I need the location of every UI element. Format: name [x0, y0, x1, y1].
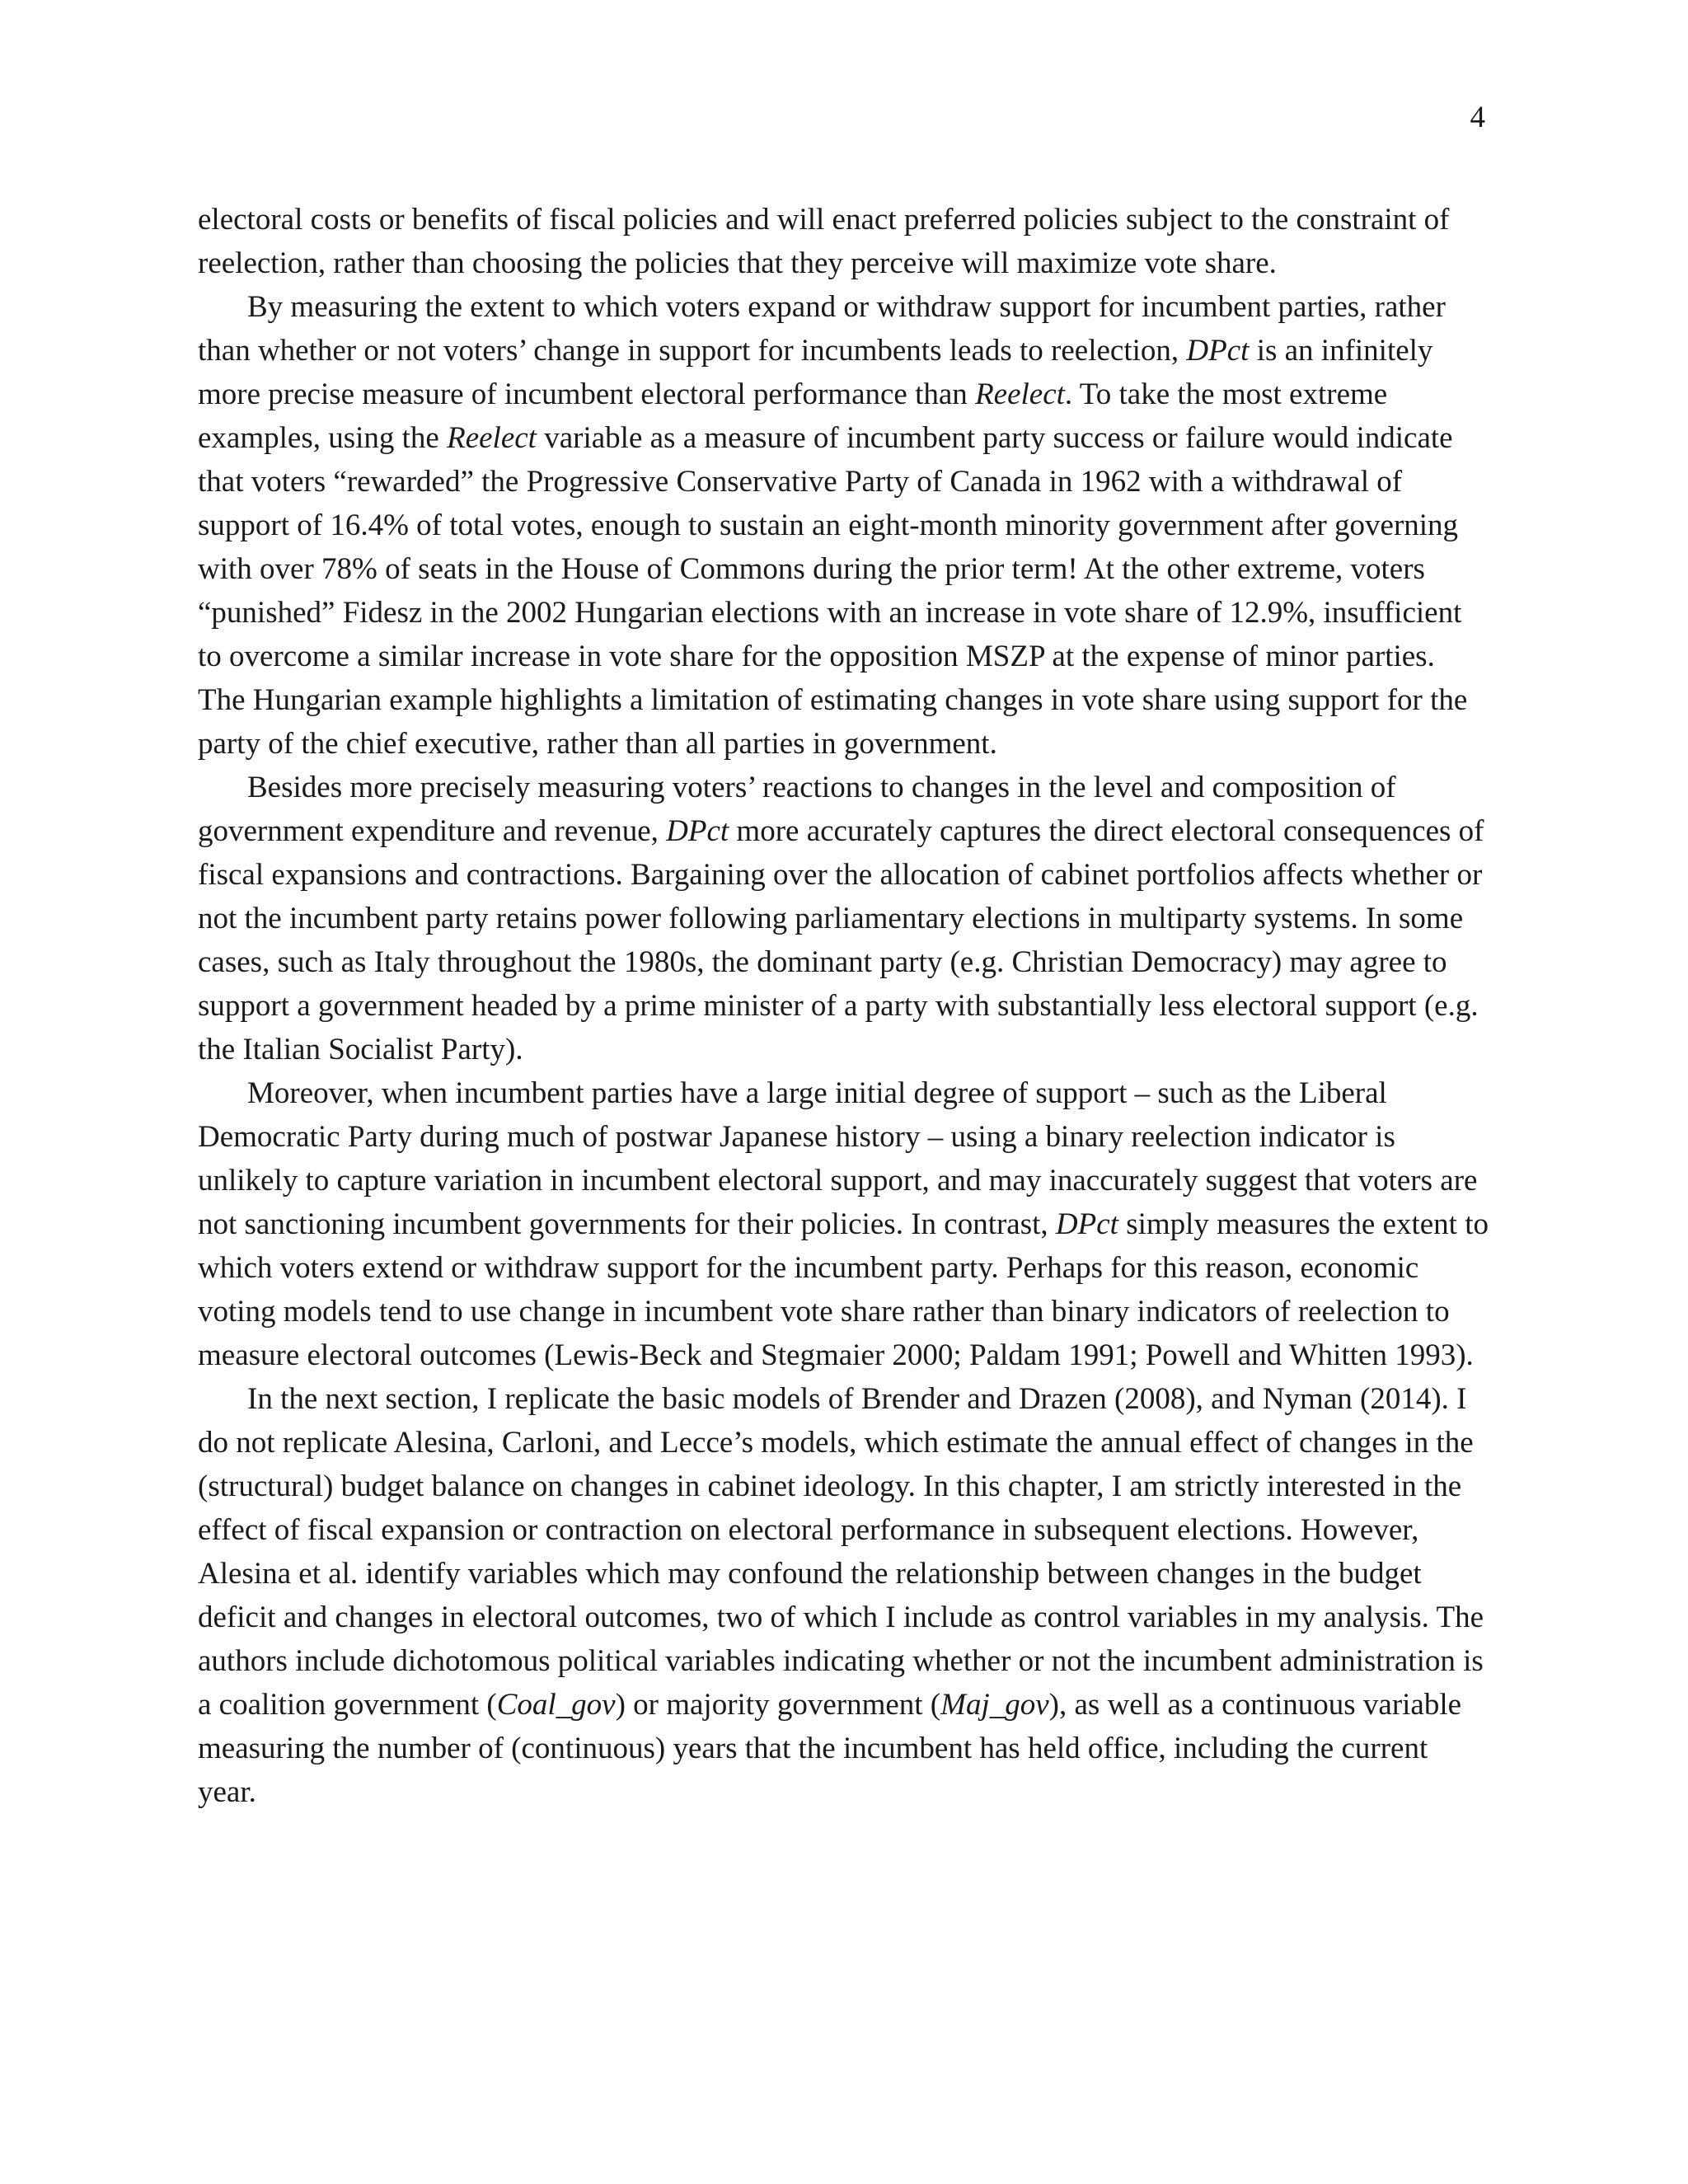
- page-number: 4: [1470, 101, 1485, 134]
- paragraph: [198, 766, 1489, 1071]
- italic-term: DPct: [1055, 1207, 1118, 1241]
- paragraph: [198, 1377, 1489, 1814]
- text-run: simply measures the extent to which voters extend or withdraw support for the incumbent party. Perhaps for this reason, economic voting models tend to use change in incumbent vote share rather than binary indicators of reelection to measure electoral outcomes (Lewis-Beck and Stegmaier 2000; Paldam 1991; Powell and Whitten 1993).: [198, 1207, 1489, 1372]
- text-run: ), as well as a continuous variable measuring the number of (continuous) years that the incumbent has held office, including the current year.: [198, 1688, 1462, 1809]
- body-text: [198, 198, 1489, 1814]
- italic-term: Maj_gov: [940, 1688, 1049, 1722]
- text-run: more accurately captures the direct electoral consequences of fiscal expansions and contractions. Bargaining over the allocation of cabinet portfolios affects whether or not the incumbent party retains power following parliamentary elections in multiparty systems. In some cases, such as Italy throughout the 1980s, the dominant party (e.g. Christian Democracy) may agree to support a government headed by a prime minister of a party with substantially less electoral support (e.g. the Italian Socialist Party).: [198, 814, 1484, 1066]
- text-run: In the next section, I replicate the basic models of Brender and Drazen (2008), and Nyman (2014). I do not replicate Alesina, Carloni, and Lecce’s models, which estimate the annual effect of changes in the (structural) budget balance on changes in cabinet ideology. In this chapter, I am strictly interested in the effect of fiscal expansion or contraction on electoral performance in subsequent elections. However, Alesina et al. identify variables which may confound the relationship between changes in the budget deficit and changes in electoral outcomes, two of which I include as control variables in my analysis. The authors include dichotomous political variables indicating whether or not the incumbent administration is a coalition government (: [198, 1382, 1484, 1722]
- text-run: variable as a measure of incumbent party success or failure would indicate that voters “rewarded” the Progressive Conservative Party of Canada in 1962 with a withdrawal of support of 16.4% of total votes, enough to sustain an eight-month minority government after governing with over 78% of seats in the House of Commons during the prior term! At the other extreme, voters “punished” Fidesz in the 2002 Hungarian elections with an increase in vote share of 12.9%, insufficient to overcome a similar increase in vote share for the opposition MSZP at the expense of minor parties. The Hungarian example highlights a limitation of estimating changes in vote share using support for the party of the chief executive, rather than all parties in government.: [198, 421, 1468, 761]
- italic-term: Reelect: [447, 421, 537, 455]
- paragraph: [198, 198, 1489, 285]
- text-run: Moreover, when incumbent parties have a large initial degree of support – such as the Liberal Democratic Party during much of postwar Japanese history – using a binary reelection indicator is unlikely to capture variation in incumbent electoral support, and may inaccurately suggest that voters are not sanctioning incumbent governments for their policies. In contrast,: [198, 1076, 1478, 1241]
- paragraph: [198, 285, 1489, 766]
- text-run: electoral costs or benefits of fiscal policies and will enact preferred policies subject to the constraint of reelection, rather than choosing the policies that they perceive will maximize vote share.: [198, 203, 1450, 280]
- text-run: is an infinitely more precise measure of incumbent electoral performance than: [198, 334, 1433, 411]
- text-run: Besides more precisely measuring voters’ reactions to changes in the level and composition of government expenditure and revenue,: [198, 771, 1396, 848]
- paragraph: [198, 1071, 1489, 1377]
- italic-term: Coal_gov: [496, 1688, 616, 1722]
- text-run: By measuring the extent to which voters expand or withdraw support for incumbent parties, rather than whether or not voters’ change in support for incumbents leads to reelection,: [198, 290, 1446, 368]
- italic-term: DPct: [666, 814, 729, 848]
- text-run: ) or majority government (: [615, 1688, 941, 1722]
- italic-term: Reelect: [975, 377, 1065, 411]
- text-run: . To take the most extreme examples, using the: [198, 377, 1388, 455]
- italic-term: DPct: [1186, 334, 1250, 368]
